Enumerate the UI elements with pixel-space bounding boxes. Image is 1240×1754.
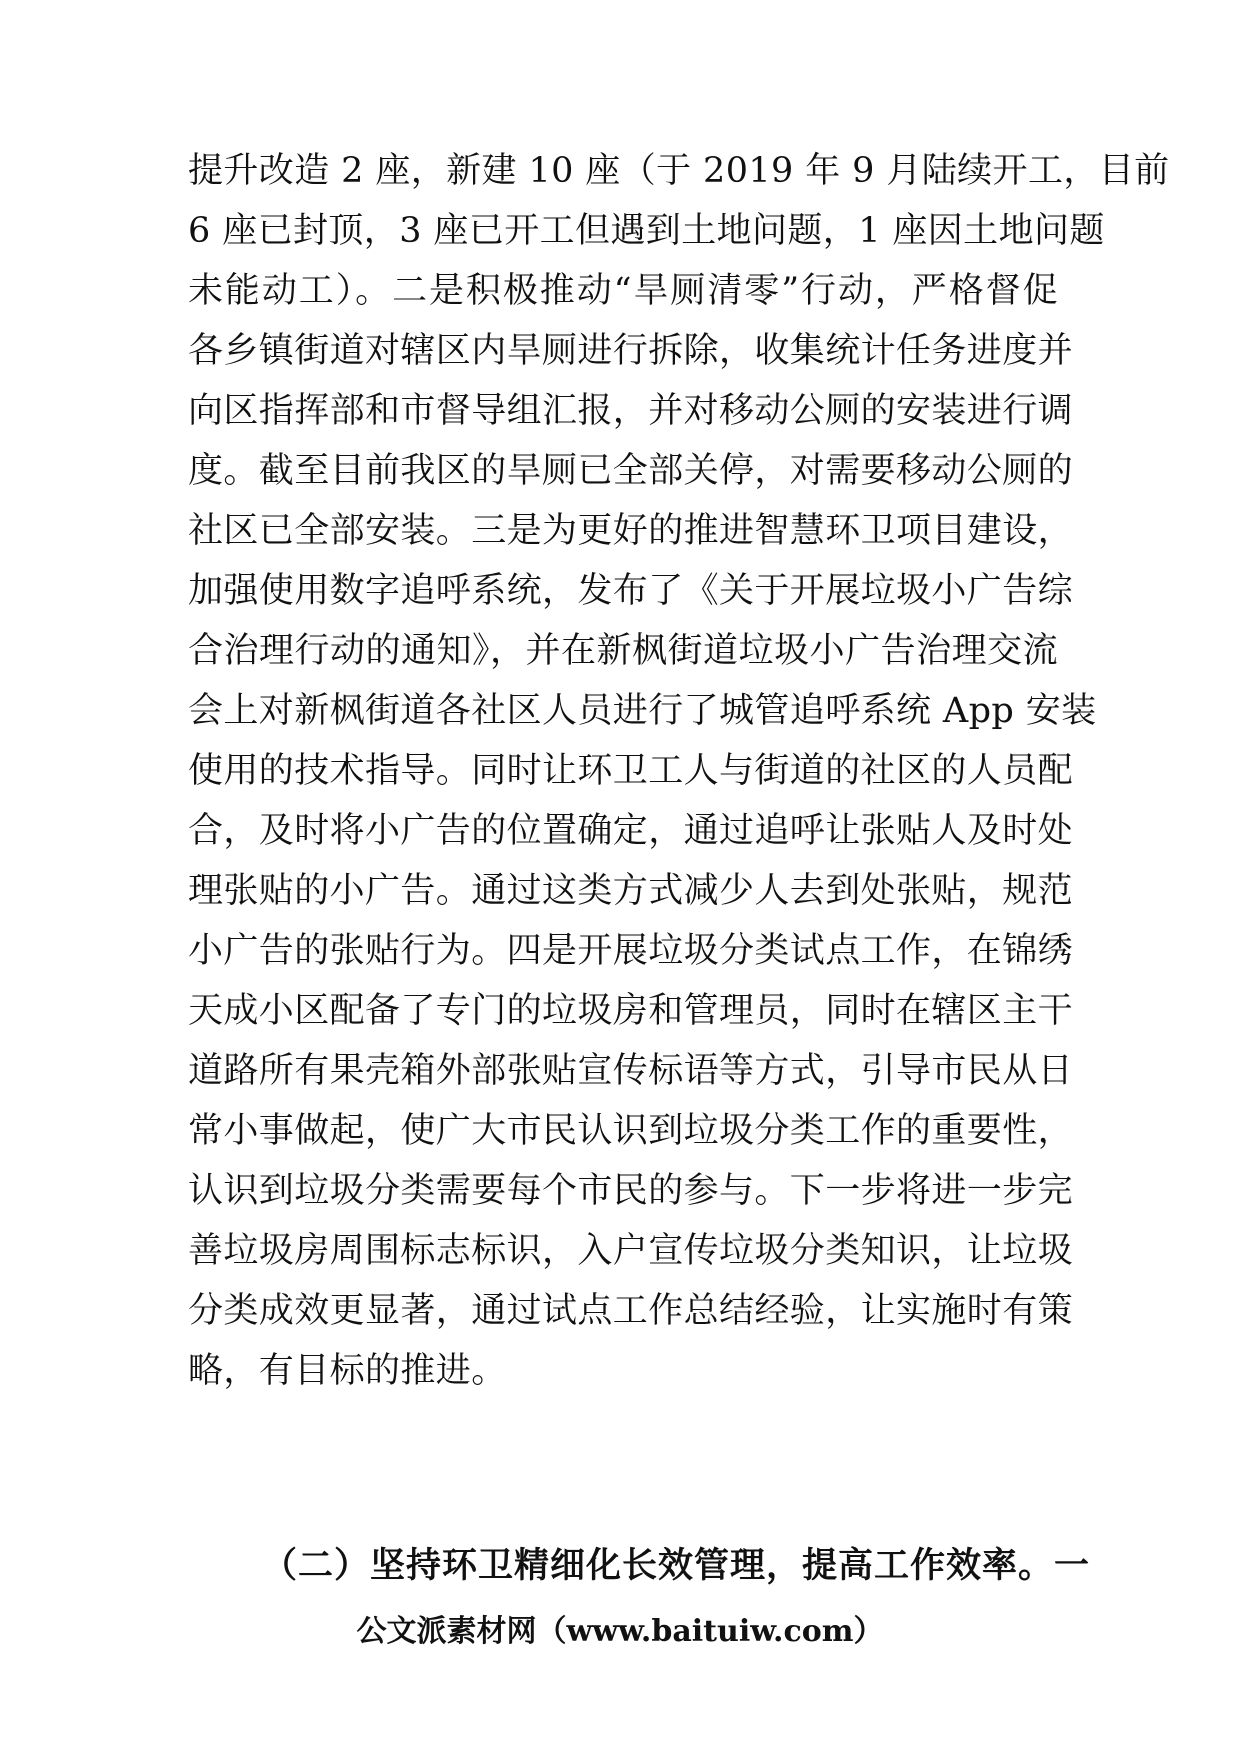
body-line-7: 社区已全部安装。三是为更好的推进智慧环卫项目建设， <box>188 511 1074 551</box>
body-line-15: 天成小区配备了专门的垃圾房和管理员，同时在辖区主干 <box>188 991 1074 1031</box>
body-line-3: 未能动工）。二是积极推动“旱厕清零”行动，严格督促 <box>188 271 1058 311</box>
body-line-9: 合治理行动的通知》，并在新枫街道垃圾小广告治理交流 <box>188 631 1058 671</box>
body-line-14: 小广告的张贴行为。四是开展垃圾分类试点工作，在锦绣 <box>188 931 1074 971</box>
body-line-16: 道路所有果壳箱外部张贴宣传标语等方式，引导市民从日 <box>188 1051 1074 1091</box>
body-line-21: 略，有目标的推进。 <box>188 1351 507 1391</box>
body-line-20: 分类成效更显著，通过试点工作总结经验，让实施时有策 <box>188 1291 1074 1331</box>
body-line-4: 各乡镇街道对辖区内旱厕进行拆除，收集统计任务进度并 <box>188 331 1074 371</box>
body-line-6: 度。截至目前我区的旱厕已全部关停，对需要移动公厕的 <box>188 451 1074 491</box>
body-line-8: 加强使用数字追呼系统，发布了《关于开展垃圾小广告综 <box>188 571 1074 611</box>
body-line-1: 提升改造 2 座，新建 10 座（于 2019 年 9 月陆续开工，目前 <box>188 151 1170 191</box>
body-line-5: 向区指挥部和市督导组汇报，并对移动公厕的安装进行调 <box>188 391 1074 431</box>
body-line-11: 使用的技术指导。同时让环卫工人与街道的社区的人员配 <box>188 751 1074 791</box>
footer-watermark: 公文派素材网（www.baituiw.com） <box>356 1614 884 1649</box>
body-line-17: 常小事做起，使广大市民认识到垃圾分类工作的重要性， <box>188 1111 1074 1151</box>
body-line-10: 会上对新枫街道各社区人员进行了城管追呼系统 App 安装 <box>188 691 1097 731</box>
body-line-2: 6 座已封顶，3 座已开工但遇到土地问题，1 座因土地问题 <box>188 211 1105 251</box>
body-line-13: 理张贴的小广告。通过这类方式减少人去到处张贴，规范 <box>188 871 1074 911</box>
body-line-12: 合，及时将小广告的位置确定，通过追呼让张贴人及时处 <box>188 811 1074 851</box>
body-line-18: 认识到垃圾分类需要每个市民的参与。下一步将进一步完 <box>188 1171 1074 1211</box>
body-line-19: 善垃圾房周围标志标识，入户宣传垃圾分类知识，让垃圾 <box>188 1231 1074 1271</box>
section-heading: （二）坚持环卫精细化长效管理，提高工作效率。一 <box>262 1546 1091 1586</box>
